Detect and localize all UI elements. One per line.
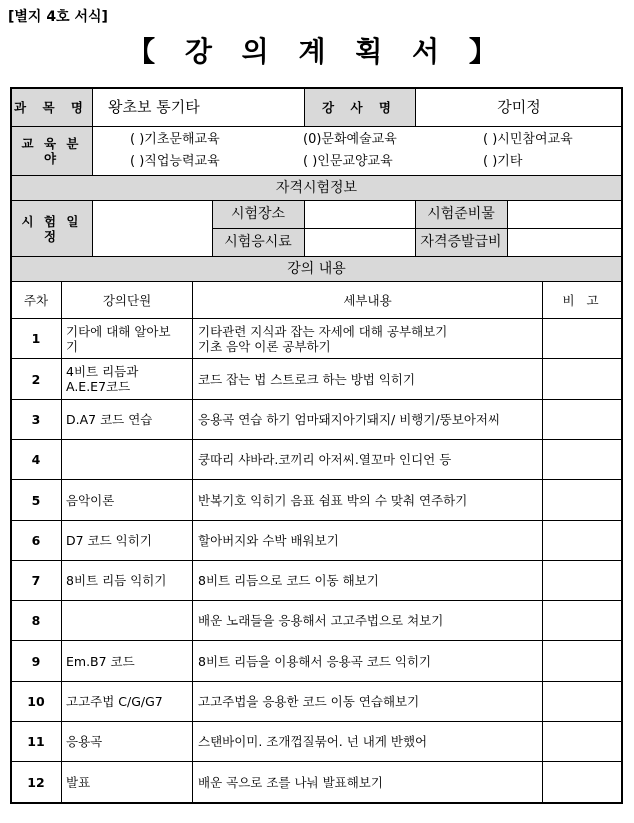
detail-cell: 코드 잡는 법 스트로크 하는 방법 익히기: [198, 371, 416, 387]
note-cell: [543, 359, 622, 399]
unit-cell: Em.B7 코드: [66, 653, 135, 669]
detail-cell: 8비트 리듬을 이용해서 응용곡 코드 익히기: [198, 653, 432, 669]
week-number: 9: [31, 653, 41, 669]
unit-cell: 음악이론: [66, 492, 115, 508]
note-cell: [543, 722, 622, 761]
divider: [10, 200, 623, 201]
detail-cell: 고고주법을 응용한 코드 이동 연습해보기: [198, 694, 420, 709]
field-option: ( )기타: [483, 154, 523, 169]
note-cell: [543, 762, 622, 802]
exam-prep-label: 시험준비물: [427, 206, 495, 222]
week-number: 7: [31, 573, 41, 588]
unit-cell: D7 코드 익히기: [66, 533, 152, 548]
field-option: ( )인문교양교육: [303, 154, 393, 169]
divider: [192, 281, 193, 803]
exam-fee-label: 시험응시료: [224, 234, 292, 250]
detail-cell: 반복기호 익히기 음표 쉼표 박의 수 맞춰 연주하기: [198, 492, 468, 508]
note-cell: [543, 440, 622, 479]
week-number: 11: [27, 734, 45, 749]
field-option: ( )시민참여교육: [483, 132, 573, 147]
column-header-unit: 강의단원: [102, 292, 152, 308]
form-id: [별지 4호 서식]: [8, 9, 108, 25]
divider: [507, 200, 508, 256]
detail-cell: 쿵따리 샤바라.코끼리 아저씨.열꼬마 인디언 등: [198, 452, 452, 467]
unit-cell: [66, 440, 190, 479]
week-number: 2: [31, 371, 41, 387]
detail-cell: 응용곡 연습 하기 엄마돼지아기돼지/ 비행기/뚱보아저씨: [198, 412, 501, 427]
detail-cell: 배운 곡으로 조를 나눠 발표해보기: [198, 774, 383, 790]
detail-cell: 기타관련 지식과 잡는 자세에 대해 공부해보기 기초 음악 이론 공부하기: [198, 323, 448, 354]
detail-cell: 할아버지와 수박 배워보기: [198, 533, 339, 548]
lecture-section-title: 강의 내용: [287, 260, 346, 277]
unit-cell: 4비트 리듬과 A.E.E7코드: [66, 364, 139, 394]
note-cell: [543, 561, 622, 600]
column-header-detail: 세부내용: [343, 292, 392, 308]
instructor-label: 강 사 명: [322, 99, 397, 115]
unit-cell: [66, 601, 190, 640]
note-cell: [543, 319, 622, 358]
subject-label: 과 목 명: [14, 99, 89, 115]
field-label: 교 육 분 야: [21, 136, 82, 166]
column-header-week: 주차: [23, 292, 49, 308]
detail-cell: 배운 노래들을 응용해서 고고주법으로 쳐보기: [198, 613, 444, 628]
note-cell: [543, 601, 622, 640]
unit-cell: 응용곡: [66, 734, 103, 749]
cert-fee-label: 자격증발급비: [420, 234, 502, 250]
divider: [61, 281, 62, 803]
week-number: 5: [31, 492, 41, 508]
week-number: 12: [27, 774, 45, 790]
cert-section-title: 자격시험정보: [275, 179, 358, 196]
week-number: 4: [31, 452, 41, 467]
note-cell: [543, 641, 622, 681]
note-cell: [543, 521, 622, 560]
note-cell: [543, 682, 622, 721]
detail-cell: 스탠바이미. 조개껍질묶어. 넌 내게 반했어: [198, 734, 428, 749]
field-option: ( )기초문해교육: [130, 132, 220, 147]
divider: [92, 87, 93, 175]
field-option: (0)문화예술교육: [303, 132, 397, 147]
week-number: 10: [27, 694, 45, 709]
instructor-value: 강미정: [497, 97, 541, 116]
field-option: ( )직업능력교육: [130, 154, 220, 169]
week-number: 6: [31, 533, 41, 548]
unit-cell: 고고주법 C/G/G7: [66, 694, 163, 709]
divider: [304, 200, 305, 256]
divider: [10, 126, 623, 127]
note-cell: [543, 480, 622, 520]
unit-cell: 기타에 대해 알아보 기: [66, 323, 171, 354]
page-title: 【 강 의 계 획 서 】: [127, 35, 507, 68]
week-number: 3: [31, 412, 41, 427]
exam-place-label: 시험장소: [230, 206, 286, 222]
week-number: 8: [31, 613, 41, 628]
unit-cell: 발표: [66, 774, 91, 790]
exam-date-label: 시 험 일 정: [21, 213, 82, 244]
detail-cell: 8비트 리듬으로 코드 이동 해보기: [198, 573, 379, 588]
unit-cell: D.A7 코드 연습: [66, 412, 153, 427]
week-number: 1: [31, 331, 41, 346]
unit-cell: 8비트 리듬 익히기: [66, 573, 167, 588]
column-header-note: 비 고: [562, 292, 603, 308]
subject-value: 왕초보 통기타: [108, 97, 200, 116]
divider: [92, 200, 93, 256]
note-cell: [543, 400, 622, 439]
